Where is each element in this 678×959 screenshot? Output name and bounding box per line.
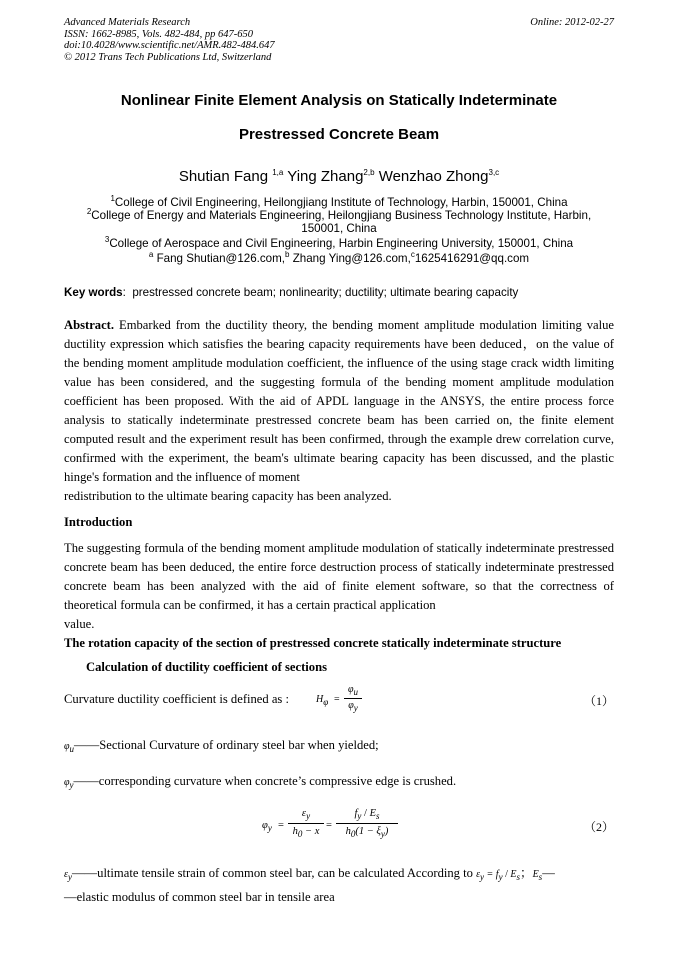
keywords-label: Key words bbox=[64, 286, 123, 299]
epsilon-y-symbol: $\varepsilon_y$ bbox=[64, 869, 72, 882]
author-name: Ying Zhang bbox=[283, 168, 364, 185]
eq1-denominator: $\varphi_y$ bbox=[348, 700, 358, 713]
keywords-text: prestressed concrete beam; nonlinearity; ductility; ultimate bearing capacity bbox=[132, 286, 519, 299]
author-sup: 2,b bbox=[363, 168, 375, 177]
definition-epsilon-y: $\varepsilon_y——ultimate$ tensile strain of common steel bar, can be calculated According to $\varepsilon_y = f_y / E_s$；$E_s—$ bbox=[64, 866, 555, 882]
eq2-lhs: $\varphi_y$ bbox=[262, 820, 272, 834]
affil-text: College of Energy and Materials Engineering, Heilongjiang Business Technology Institute, Harbin, bbox=[91, 209, 592, 222]
intro-paragraph bbox=[64, 539, 614, 634]
definition-text: ——corresponding curvature when concrete’s compressive edge is crushed. bbox=[73, 774, 457, 788]
email-link[interactable]: 1625416291@qq.com bbox=[414, 252, 530, 265]
author-sup: 1,a bbox=[272, 168, 284, 177]
intro-last-line: value. bbox=[64, 617, 95, 631]
copyright: © 2012 Trans Tech Publications Ltd, Switzerland bbox=[64, 51, 272, 63]
affiliation-3 bbox=[60, 237, 618, 250]
affiliation-2 bbox=[60, 209, 618, 222]
abstract-text: Embarked from the ductility theory, the bending moment amplitude modulation limiting value ductility expression which satisfies the bearing capacity requirements have been deduced，on the value of the bending moment amplitude modulation coefficient, the influence of the using stage crack width limiting value has been considered, and the suggesting formula of the bending moment amplitude modulation coefficient has been proposed. With the aid of APDL language in the ANSYS, the entire process force analysis to statically indeterminate prestressed concrete beam has been carried on, the finite element computed result and the experiment result has been confirmed, through the example drew correlation curve, confirmed with the experiment, the beam's ultimate bearing capacity has been discussed, and the plastic hinge's formation and the influence of moment bbox=[64, 318, 614, 484]
keywords-sep: : bbox=[122, 286, 126, 299]
eq2-f2-denominator: $h_0(1 - \xi_y)$ bbox=[345, 826, 389, 840]
eq2-label: （2） bbox=[583, 820, 614, 834]
epsilon-formula: $\varepsilon_y = f_y / E_s$ bbox=[476, 869, 520, 882]
definition-text: ——ultimate tensile strain of common steel bar, can be calculated According to bbox=[71, 866, 473, 880]
phi-y-symbol: $\varphi_y$ bbox=[64, 777, 74, 790]
eq1-fraction bbox=[344, 684, 362, 713]
eq2-fraction-1 bbox=[288, 808, 324, 839]
author-list bbox=[60, 168, 618, 185]
definition-phi-u bbox=[64, 738, 379, 754]
issn: ISSN: 1662-8985, Vols. 482-484, pp 647-650 bbox=[64, 28, 253, 40]
eq1-intro: Curvature ductility coefficient is defined as : bbox=[64, 692, 289, 706]
eq1-bar bbox=[344, 698, 362, 699]
subsection-heading: Calculation of ductility coefficient of sections bbox=[86, 660, 327, 674]
author-sup: 3,c bbox=[488, 168, 500, 177]
author-name: Shutian Fang bbox=[178, 168, 273, 185]
affiliation-1 bbox=[60, 196, 618, 209]
eq2-f1-denominator: $h_0 - x$ bbox=[292, 826, 320, 840]
keywords-line bbox=[64, 286, 518, 299]
affiliation-2-cont: 150001, China bbox=[301, 222, 377, 235]
eq1-label: （1） bbox=[583, 694, 614, 708]
paper-title-line2: Prestressed Concrete Beam bbox=[238, 126, 440, 143]
email-sup: b bbox=[285, 250, 290, 260]
online-date: Online: 2012-02-27 bbox=[530, 17, 614, 28]
abstract-last-line: redistribution to the ultimate bearing capacity has been analyzed. bbox=[64, 489, 392, 503]
phi-u-symbol: $\varphi_u$ bbox=[64, 741, 75, 754]
definition-phi-y bbox=[64, 774, 456, 790]
es-symbol: $E_s$ bbox=[532, 869, 543, 882]
eq2-fraction-2 bbox=[336, 808, 398, 839]
eq2-equals: = bbox=[278, 820, 284, 831]
journal-name: Advanced Materials Research bbox=[64, 17, 191, 28]
affil-text: College of Civil Engineering, Heilongjiang Institute of Technology, Harbin, 150001, China bbox=[114, 196, 568, 209]
abstract-label: Abstract. bbox=[64, 318, 115, 332]
email-link[interactable]: Fang Shutian@126.com, bbox=[153, 252, 286, 265]
eq2-equals-2: = bbox=[326, 820, 332, 831]
abstract bbox=[64, 316, 614, 506]
eq1-numerator: $\varphi_u$ bbox=[347, 684, 359, 697]
affil-sup: 1 bbox=[110, 194, 115, 204]
affil-text: College of Aerospace and Civil Engineering, Harbin Engineering University, 150001, China bbox=[109, 237, 574, 250]
definition-es-cont: —elastic modulus of common steel bar in tensile area bbox=[64, 890, 335, 904]
affil-sup: 2 bbox=[86, 207, 92, 217]
email-sup: c bbox=[410, 250, 415, 260]
affiliations bbox=[60, 196, 618, 265]
definition-text: ——Sectional Curvature of ordinary steel bar when yielded; bbox=[74, 738, 379, 752]
eq2-f1-bar bbox=[288, 823, 324, 824]
affil-sup: 3 bbox=[104, 235, 110, 245]
section-heading: The rotation capacity of the section of prestressed concrete statically indeterminate structure bbox=[64, 636, 562, 650]
email-list bbox=[60, 252, 618, 265]
eq2-f2-numerator: $f_y / E_s$ bbox=[354, 808, 380, 822]
author-name: Wenzhao Zhong bbox=[374, 168, 489, 185]
email-sup: a bbox=[148, 250, 154, 260]
paper-title-line1: Nonlinear Finite Element Analysis on Statically Indeterminate bbox=[120, 92, 558, 109]
journal-header bbox=[64, 17, 275, 63]
dash: — bbox=[542, 866, 555, 880]
equation-2 bbox=[262, 808, 402, 848]
eq2-f2-bar bbox=[336, 823, 398, 824]
intro-text: The suggesting formula of the bending moment amplitude modulation of statically indeterminate prestressed concrete beam has been deduced, the entire force destruction process of statically indeterminate prestressed concrete beam has been analyzed with the aid of finite element software, so that the correctness of theoretical formula can be confirmed, it has a certain practical application bbox=[64, 541, 614, 612]
email-link[interactable]: Zhang Ying@126.com, bbox=[289, 252, 411, 265]
doi: doi:10.4028/www.scientific.net/AMR.482-484.647 bbox=[64, 40, 275, 51]
eq2-f1-numerator: $\varepsilon_y$ bbox=[301, 808, 311, 822]
intro-heading: Introduction bbox=[64, 515, 133, 529]
eq1-equals: = bbox=[334, 694, 340, 705]
eq1-lhs: $H_\varphi$ bbox=[316, 694, 329, 707]
